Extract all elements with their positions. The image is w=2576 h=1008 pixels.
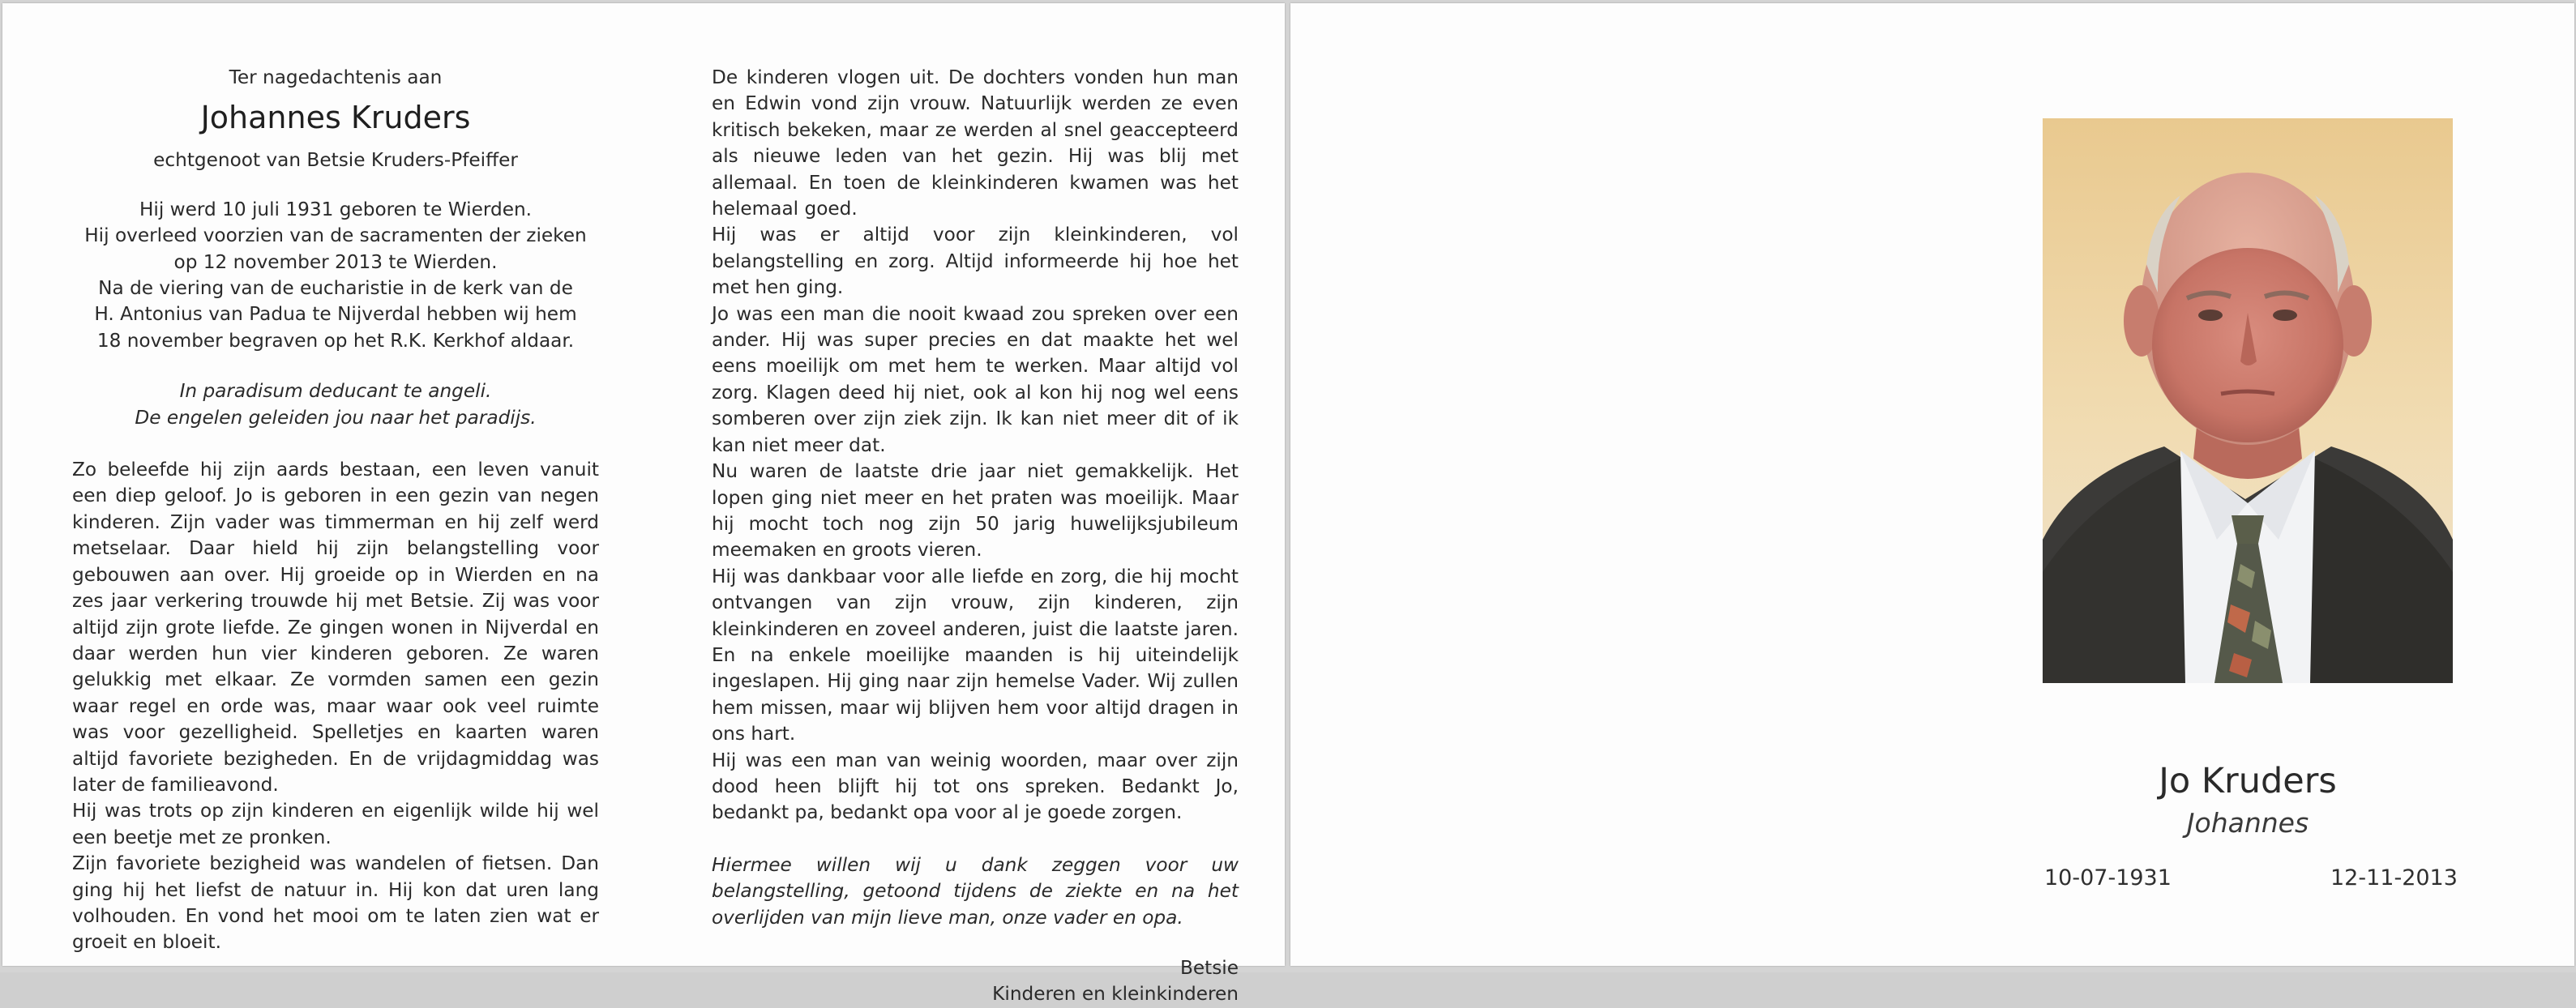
spouse-line: echtgenoot van Betsie Kruders-Pfeiffer xyxy=(153,149,518,172)
life-story-left xyxy=(72,457,599,956)
signature-line: Kinderen en kleinkinderen xyxy=(992,983,1239,1006)
paragraph: Hij was er altijd voor zijn kleinkinderen, vol belangstelling en zorg. Altijd informeerde hij hoe het met hen ging. xyxy=(712,224,1239,299)
life-story-right xyxy=(712,65,1239,826)
text-column-left xyxy=(72,65,599,956)
paragraph: Jo was een man die nooit kwaad zou spreken over een ander. Hij was super precies en dat maakte het wel eens moeilijk om met hem te werken. Maar altijd vol zorg. Klagen deed hij niet, ook al kon hij nog wel eens somberen over zijn ziek zijn. Ik kan niet meer dit of ik kan niet meer dat. xyxy=(712,302,1239,456)
paragraph: De kinderen vlogen uit. De dochters vonden hun man en Edwin vond zijn vrouw. Natuurlijk werden ze even kritisch bekeken, maar ze werden al snel geaccepteerd als nieuwe leden van het gezin. Hij was blij met allemaal. En toen de kleinkinderen kwamen was het helemaal goed. xyxy=(712,66,1239,220)
birth-date: 10-07-1931 xyxy=(2044,865,2172,891)
paragraph: Zo beleefde hij zijn aards bestaan, een leven vanuit een diep geloof. Jo is geboren in een gezin van negen kinderen. Zijn vader was timmerman en hij zelf werd metselaar. Daar hield hij zijn belangstelling voor gebouwen aan over. Hij groeide op in Wierden en na zes jaar verkering trouwde hij met Betsie. Zij was voor altijd zijn grote liefde. Ze gingen wonen in Nijverdal en daar werden hun vier kinderen geboren. Ze waren gelukkig met elkaar. Ze vormden samen een gezin waar regel en orde was, maar waar ook veel ruimte was voor gezelligheid. Spelletjes en kaarten waren altijd favoriete bezigheden. En de vrijdagmiddag was later de familieavond. xyxy=(72,459,599,796)
bio-line: Hij overleed voorzien van de sacramenten der zieken xyxy=(84,224,587,247)
memorial-card-front xyxy=(1290,3,2574,966)
thank-you-note: Hiermee willen wij u dank zeggen voor uw belangstelling, getoond tijdens de ziekte en na het overlijden van mijn lieve man, onze vader en opa. xyxy=(712,853,1239,929)
paragraph: Hij was een man van weinig woorden, maar over zijn dood heen blijft hij tot ons spreken. Bedankt Jo, bedankt pa, bedankt opa voor al je goede zorgen. xyxy=(712,749,1239,824)
paragraph: Nu waren de laatste drie jaar niet gemakkelijk. Het lopen ging niet meer en het praten was moeilijk. Maar hij mocht toch nog zijn 50 jarig huwelijksjubileum meemaken en groots vieren. xyxy=(712,460,1239,562)
intro-line: Ter nagedachtenis aan xyxy=(229,66,443,88)
latin-translation: De engelen geleiden jou naar het paradijs. xyxy=(135,406,537,429)
death-date: 12-11-2013 xyxy=(2330,865,2458,891)
front-name: Jo Kruders xyxy=(2159,761,2337,801)
signature-line: Betsie xyxy=(1179,957,1239,979)
portrait-photo xyxy=(2043,118,2453,683)
deceased-name: Johannes Kruders xyxy=(200,100,471,136)
bio-line: Na de viering van de eucharistie in de kerk van de xyxy=(98,277,573,300)
latin-verse xyxy=(72,378,599,431)
text-column-right xyxy=(712,65,1239,1008)
bio-line: H. Antonius van Padua te Nijverdal hebben wij hem xyxy=(94,303,577,326)
bio-block xyxy=(72,197,599,354)
bio-line: Hij werd 10 juli 1931 geboren te Wierden. xyxy=(139,198,533,220)
paragraph: Hij was trots op zijn kinderen en eigenlijk wilde hij wel een beetje met ze pronken. xyxy=(72,800,599,848)
bio-line: 18 november begraven op het R.K. Kerkhof aldaar. xyxy=(96,329,575,352)
paragraph: Zijn favoriete bezigheid was wandelen of fietsen. Dan ging hij het liefst de natuur in. Hij kon dat uren lang volhouden. En vond het mooi om te laten zien wat er groeit en bloeit. xyxy=(72,852,599,954)
memorial-card-inside xyxy=(2,3,1285,1006)
latin-line: In paradisum deducant te angeli. xyxy=(179,380,492,403)
paragraph: Hij was dankbaar voor alle liefde en zorg, die hij mocht ontvangen van zijn vrouw, zijn kinderen, zijn kleinkinderen en zoveel anderen, juist die laatste jaren. En na enkele moeilijke maanden is hij uiteindelijk ingeslapen. Hij ging naar zijn hemelse Vader. Wij zullen hem missen, maar wij blijven hem voor altijd dragen in ons hart. xyxy=(712,565,1239,745)
bio-line: op 12 november 2013 te Wierden. xyxy=(173,250,498,273)
signature-block xyxy=(712,955,1239,1008)
front-given-name: Johannes xyxy=(2186,807,2309,839)
